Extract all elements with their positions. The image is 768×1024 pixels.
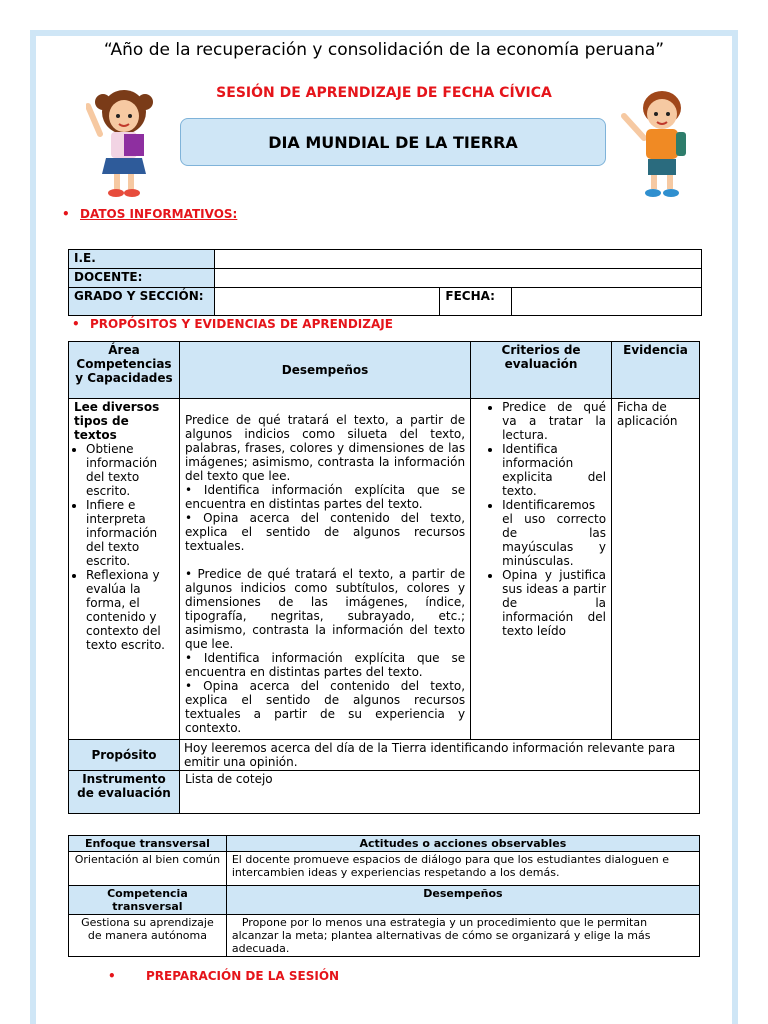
actitud-value: El docente promueve espacios de diálogo para que los estudiantes dialoguen e intercambien ideas y experiencias respetando a los demás. — [226, 852, 699, 886]
section-datos — [62, 207, 237, 221]
desempenos-cell — [179, 399, 470, 740]
session-title: DIA MUNDIAL DE LA TIERRA — [180, 118, 606, 166]
section-datos-label: DATOS INFORMATIVOS: — [80, 207, 238, 221]
instrumento-label: Instrumento de evaluación — [69, 771, 180, 814]
proposito-label: Propósito — [69, 740, 180, 771]
list-item: • Reflexiona y evalúa la forma, el contenido y contexto del texto escrito. — [86, 568, 174, 652]
header-desempenos: Desempeños — [179, 342, 470, 399]
grado-label: GRADO Y SECCIÓN: — [69, 288, 215, 316]
session-subtitle: SESIÓN DE APRENDIZAJE DE FECHA CÍVICA — [216, 85, 552, 101]
desempeno-item: • Opina acerca del contenido del texto, explica el sentido de algunos recursos textuales a partir de su experiencia y contexto. — [184, 679, 466, 735]
bullet-icon: • — [62, 207, 70, 221]
section-propositos — [72, 317, 393, 331]
header-competencia-transversal: Competencia transversal — [69, 886, 227, 915]
spacer — [185, 553, 465, 567]
criterios-cell — [471, 399, 612, 740]
desempeno-item: • Opina acerca del contenido del texto, explica el sentido de algunos recursos textuales. — [184, 511, 466, 553]
desempeno-item: • Identifica información explícita que se encuentra en distintas partes del texto. — [184, 651, 466, 679]
fecha-label: FECHA: — [440, 288, 512, 316]
fecha-field[interactable] — [512, 288, 702, 316]
docente-label: DOCENTE: — [69, 269, 215, 288]
ie-field[interactable] — [214, 250, 701, 269]
ie-label: I.E. — [69, 250, 215, 269]
bullet-icon: • — [72, 317, 80, 331]
info-table — [68, 249, 702, 316]
list-item: • Opina y justifica sus ideas a partir de la información del texto leído — [502, 568, 606, 638]
competencia-title: Lee diversos tipos de textos — [74, 400, 160, 442]
transversal-table — [68, 835, 700, 957]
list-item: • Identifica información explicita del texto. — [502, 442, 606, 498]
docente-field[interactable] — [214, 269, 701, 288]
desempeno-item: Predice de qué tratará el texto, a partir de algunos indicios como silueta del texto, palabras, frases, colores y dimensiones de las imágenes; asimismo, contrasta la información del texto que lee. — [184, 413, 466, 483]
main-table — [68, 341, 700, 814]
header-area: Área Competencias y Capacidades — [69, 342, 180, 399]
section-propositos-label: PROPÓSITOS Y EVIDENCIAS DE APRENDIZAJE — [90, 317, 393, 331]
header-evidencia: Evidencia — [612, 342, 700, 399]
evidencia-cell: Ficha de aplicación — [612, 399, 700, 740]
enfoque-value: Orientación al bien común — [69, 852, 227, 886]
header-criterios: Criterios de evaluación — [471, 342, 612, 399]
girl-illustration — [86, 86, 158, 202]
section-preparacion — [108, 969, 339, 983]
list-item: • Identificaremos el uso correcto de las mayúsculas y minúsculas. — [502, 498, 606, 568]
bullet-icon: • — [108, 969, 116, 983]
grado-field[interactable] — [214, 288, 440, 316]
list-item: • Predice de qué va a tratar la lectura. — [502, 400, 606, 442]
boy-illustration — [620, 86, 692, 202]
list-item: • Infiere e interpreta información del texto escrito. — [86, 498, 174, 568]
header-desempenos-transversal: Desempeños — [226, 886, 699, 915]
list-item: • Obtiene información del texto escrito. — [86, 442, 174, 498]
instrumento-text: Lista de cotejo — [179, 771, 699, 814]
proposito-value: Hoy leeremos acerca del día de la Tierra identificando información relevante para emitir una opinión. — [183, 741, 676, 769]
proposito-text — [179, 740, 699, 771]
competencia-transversal-value: Gestiona su aprendizaje de manera autónoma — [69, 915, 227, 957]
desempeno-transversal-value: Propone por lo menos una estrategia y un procedimiento que le permitan alcanzar la meta; plantea alternativas de cómo se organizará y elige la más adecuada. — [226, 915, 699, 957]
desempeno-item: • Identifica información explícita que se encuentra en distintas partes del texto. — [184, 483, 466, 511]
competencia-cell — [69, 399, 180, 740]
year-motto: “Año de la recuperación y consolidación de la economía peruana” — [103, 40, 665, 60]
desempeno-item: • Predice de qué tratará el texto, a partir de algunos indicios como subtítulos, colores y dimensiones de las imágenes, índice, tipografía, negritas, subrayado, etc.; asimismo, contrasta la información del texto que lee. — [184, 567, 466, 651]
header-enfoque: Enfoque transversal — [69, 836, 227, 852]
header-actitudes: Actitudes o acciones observables — [226, 836, 699, 852]
section-preparacion-label: PREPARACIÓN DE LA SESIÓN — [146, 969, 340, 983]
